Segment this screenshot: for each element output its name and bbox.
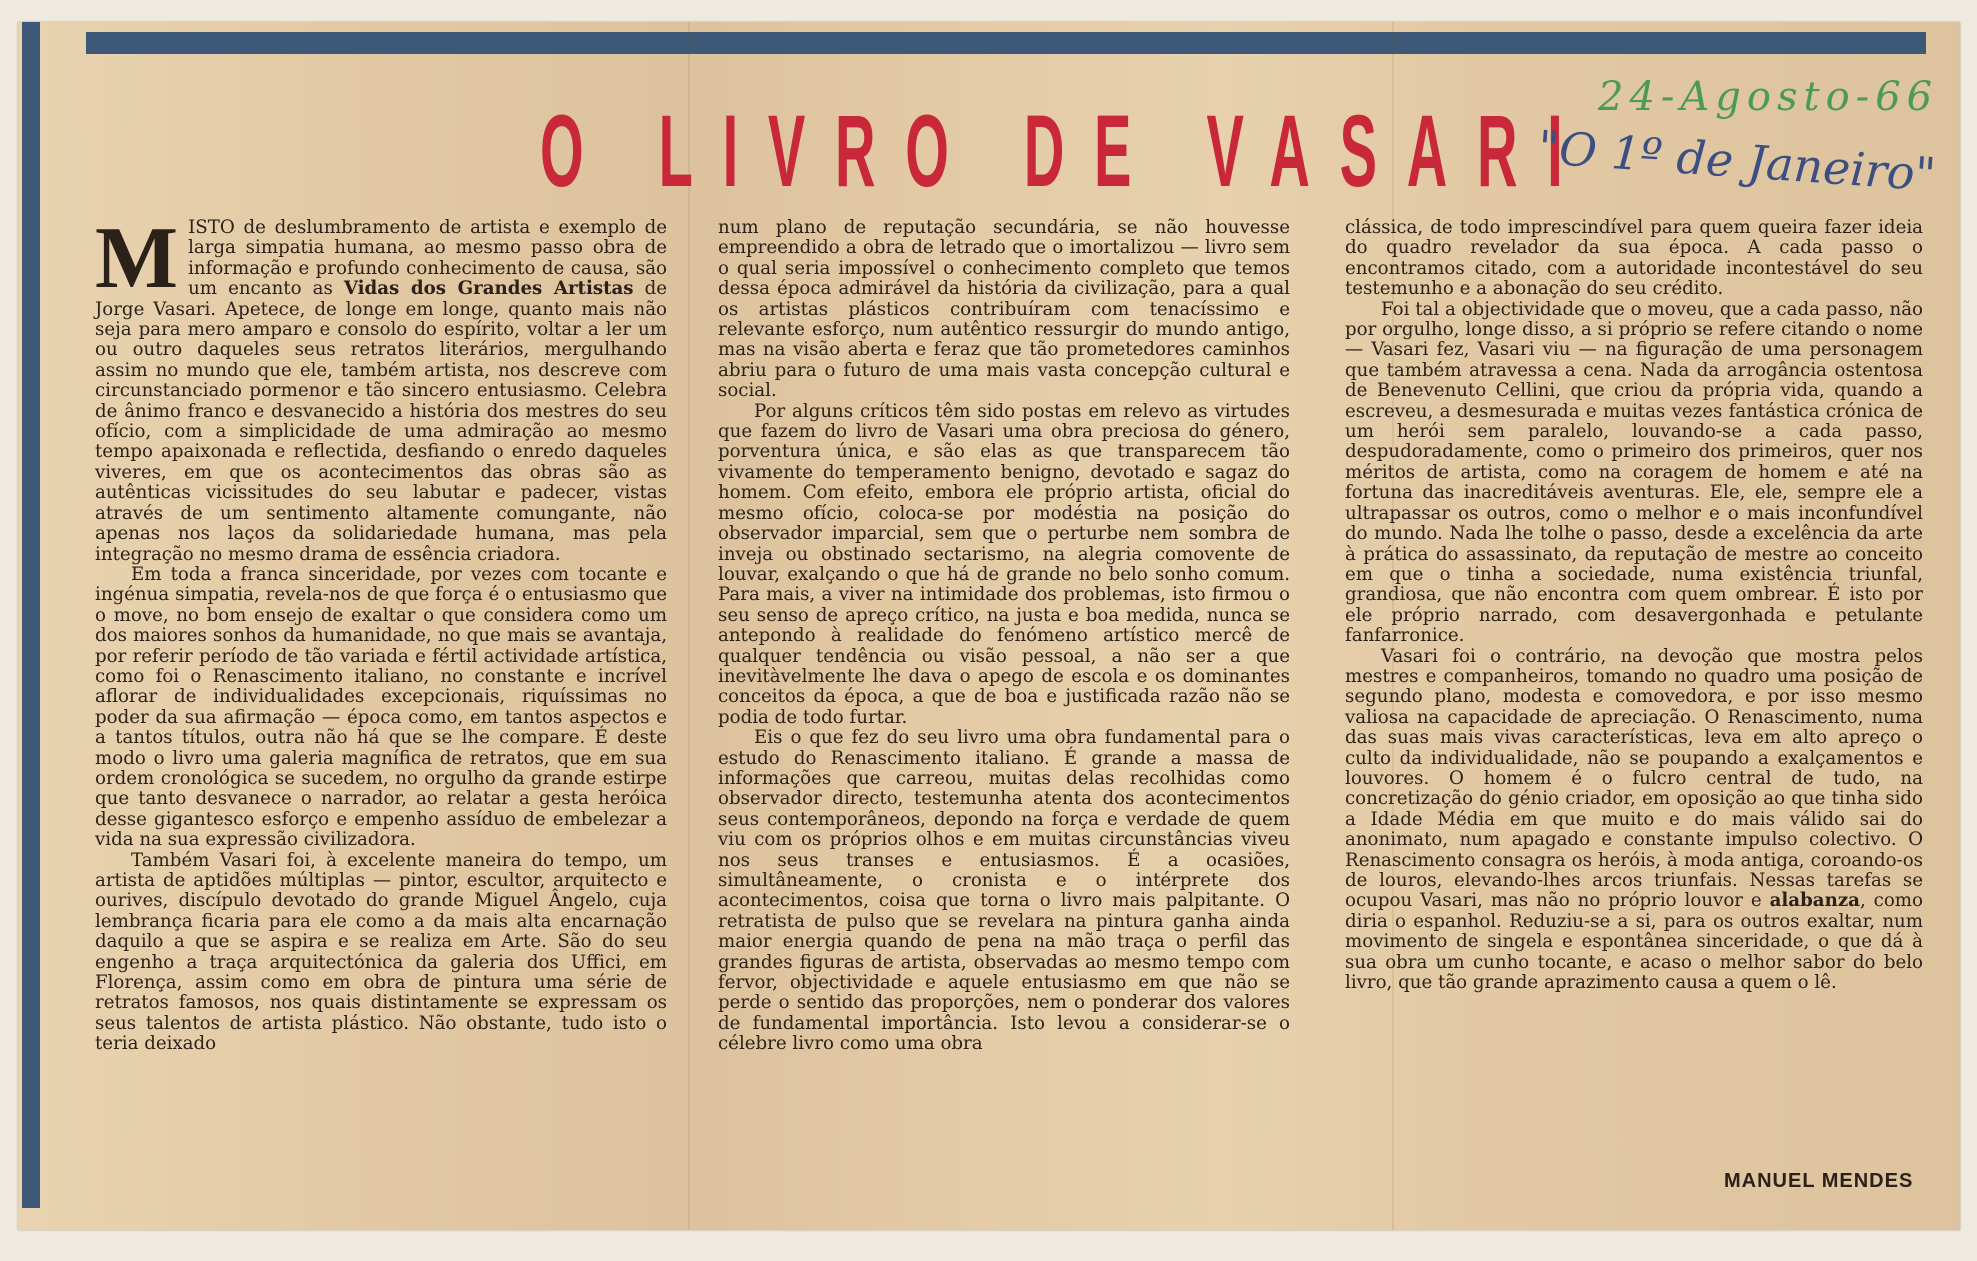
book-title: Vidas dos Grandes Artistas: [343, 278, 634, 300]
emphasized-word: alabanza: [1769, 890, 1860, 912]
article-column-2: [718, 218, 1290, 1055]
paragraph-text: ISTO de deslumbramento de artista e exemplo de larga simpatia humana, ao mesmo passo obra de informação e profundo conhecimento de causa, são um encanto as: [188, 217, 667, 300]
paragraph: [1345, 647, 1923, 994]
blue-border-top: [86, 32, 1926, 54]
paragraph-text: , como diria o espanhol. Reduziu-se a si, para os outros exaltar, num movimento de singela e espontânea sinceridade, o que dá à sua obra um cunho tocante, e acaso o melhor sabor do belo livro, que tão grande aprazimento causa a quem o lê.: [1345, 890, 1923, 994]
handwritten-newspaper-name: "O 1º de Janeiro": [1536, 120, 1938, 202]
drop-cap: M: [95, 210, 179, 307]
article-column-3: [1345, 218, 1923, 993]
paragraph-text: de Jorge Vasari. Apetece, de longe em longe, quanto mais não seja para mero amparo e consolo do espírito, voltar a ler um ou outro daqueles seus retratos literários, mergulhando assim no mundo que ele, também artista, nos descreve com circunstanciado pormenor e tão sincero entusiasmo. Celebra de ânimo franco e desvanecido a história dos mestres do seu ofício, com a simplicidade de uma admiração ao mesmo tempo apaixonada e reflectida, desfiando o enredo daqueles viveres, em que os acontecimentos das obras são as autênticas vicissitudes do seu labutar e padecer, vistas através de um sentimento altamente comungante, não apenas nos laços da solidariedade humana, mas pela integração no mesmo drama de essência criadora.: [95, 278, 668, 565]
paragraph: Também Vasari foi, à excelente maneira do tempo, um artista de aptidões múltiplas — pintor, escultor, arquitecto e ourives, discípulo devotado do grande Miguel Ângelo, cuja lembrança ficaria para ele como a da mais alta encarnação daquilo a que se aspira e se realiza em Arte. São do seu engenho a traça arquitectónica da galeria dos Uffici, em Florença, assim como em obra de pintura uma série de retratos famosos, nos quais distintamente se expressam os seus talentos de artista plástico. Não obstante, tudo isto o teria deixado: [95, 849, 667, 1055]
article-column-1: [95, 210, 668, 1055]
article-headline: O LIVRO DE VASARI: [540, 94, 1593, 208]
paragraph: Eis o que fez do seu livro uma obra fundamental para o estudo do Renascimento italiano. É grande a massa de informações que carreou, muitas delas recolhidas como observador directo, testemunha atenta dos acontecimentos seus contemporâneos, depondo na força e verdade de quem viu com os próprios olhos e em muitas circunstâncias viveu nos seus transes e entusiasmos. É a ocasiões, simultâneamente, o cronista e o intérprete dos acontecimentos, coisa que torna o livro mais palpitante. O retratista de pulso que se revelara na pintura ganha ainda maior energia quando de pena na mão traça o perfil das grandes figuras de artista, observadas ao mesmo tempo com fervor, objectividade e aquele entusiasmo em que não se perde o sentido das proporções, nem o ponderar dos valores de fundamental importância. Isto levou a considerar-se o célebre livro como uma obra: [718, 727, 1290, 1055]
handwritten-date: 24-Agosto-66: [1598, 74, 1939, 120]
paragraph: [95, 210, 668, 565]
paragraph: clássica, de todo imprescindível para quem queira fazer ideia do quadro revelador da sua época. A cada passo o encontramos citado, com a autoridade incontestável do seu testemunho e a abonação do seu crédito.: [1345, 217, 1923, 300]
paragraph: Por alguns críticos têm sido postas em relevo as virtudes que fazem do livro de Vasari uma obra preciosa do género, porventura única, e são elas as que transparecem tão vivamente do temperamento benigno, devotado e sagaz do homem. Com efeito, embora ele próprio artista, oficial do mesmo ofício, coloca-se por modéstia na posição do observador imparcial, sem que o perturbe nem sombra de inveja ou obstinado sectarismo, na alegria comovente de louvar, exalçando o que há de grande no belo sonho comum. Para mais, a viver na intimidade dos problemas, isto firmou o seu senso de apreço crítico, na justa e boa medida, nunca se antepondo à realidade do fenómeno artístico mercê de qualquer tendência ou visão pessoal, a não ser a que inevitàvelmente lhe dava o apego de escola e os dominantes conceitos da época, a que de boa e justificada razão não se podia de todo furtar.: [718, 400, 1290, 728]
blue-border-left: [22, 22, 40, 1208]
paragraph: Foi tal a objectividade que o moveu, que a cada passo, não por orgulho, longe disso, a si próprio se refere citando o nome — Vasari fez, Vasari viu — na figuração de uma personagem que também atravessa a cena. Nada da arrogância ostentosa de Benevenuto Cellini, que criou da própria vida, quando a escreveu, a desmesurada e muitas vezes fantástica crónica de um herói sem paralelo, louvando-se a cada passo, despudoradamente, como o primeiro dos primeiros, quer nos méritos de artista, como na coragem de homem e até na fortuna das inacreditáveis aventuras. Ele, ele, sempre ele a ultrapassar os outros, como o melhor e o mais inconfundível do mundo. Nada lhe tolhe o passo, desde a excelência da arte à prática do assassinato, da reputação de mestre ao conceito em que o tinha a sociedade, numa existência triunfal, grandiosa, que não encontra com quem ombrear. É isto por ele próprio narrado, com desavergonhada e petulante fanfarronice.: [1345, 298, 1923, 647]
paragraph: Em toda a franca sinceridade, por vezes com tocante e ingénua simpatia, revela-nos de que força é o entusiasmo que o move, no bom ensejo de exaltar o que considera como um dos maiores sonhos da humanidade, no que mais se avantaja, por referir período de tão variada e fértil actividade artística, como foi o Renascimento italiano, no constante e incrível aflorar de individualidades excepcionais, riquíssimas no poder da sua afirmação — época como, em tantos aspectos e a tantos títulos, outra não há que se lhe compare. É deste modo o livro uma galeria magnífica de retratos, que em sua ordem cronológica se sucedem, no orgulho da grande estirpe que tanto desvanece o narrador, ao relatar a gesta heróica desse gigantesco esforço e empenho assíduo de embelezar a vida na sua expressão civilizadora.: [95, 563, 667, 851]
author-signature: MANUEL MENDES: [1724, 1170, 1914, 1192]
paragraph-text: Vasari foi o contrário, na devoção que mostra pelos mestres e companheiros, tomando no quadro uma posição de segundo plano, modesta e comovedora, e por isso mesmo valiosa na capacidade de apreciação. O Renascimento, numa das suas mais vivas características, leva em alto apreço o culto da individualidade, não se poupando a exalçamentos e louvores. O homem é o fulcro central de tudo, na concretização do génio criador, em oposição ao que tinha sido a Idade Média em que muito e do mais válido sai do anonimato, num apagado e constante impulso colectivo. O Renascimento consagra os heróis, à moda antiga, coroando-os de louros, elevando-lhes arcos triunfais. Nessas tarefas se ocupou Vasari, mas não no próprio louvor e: [1345, 645, 1923, 912]
paragraph: num plano de reputação secundária, se não houvesse empreendido a obra de letrado que o imortalizou — livro sem o qual seria impossível o conhecimento completo que temos dessa época admirável da história da civilização, para a qual os artistas plásticos contribuíram com tenacíssimo e relevante esforço, num autêntico ressurgir do mundo antigo, mas na visão aberta e feraz que tão prometedores caminhos abriu para o futuro de uma mais vasta concepção cultural e social.: [718, 217, 1290, 402]
